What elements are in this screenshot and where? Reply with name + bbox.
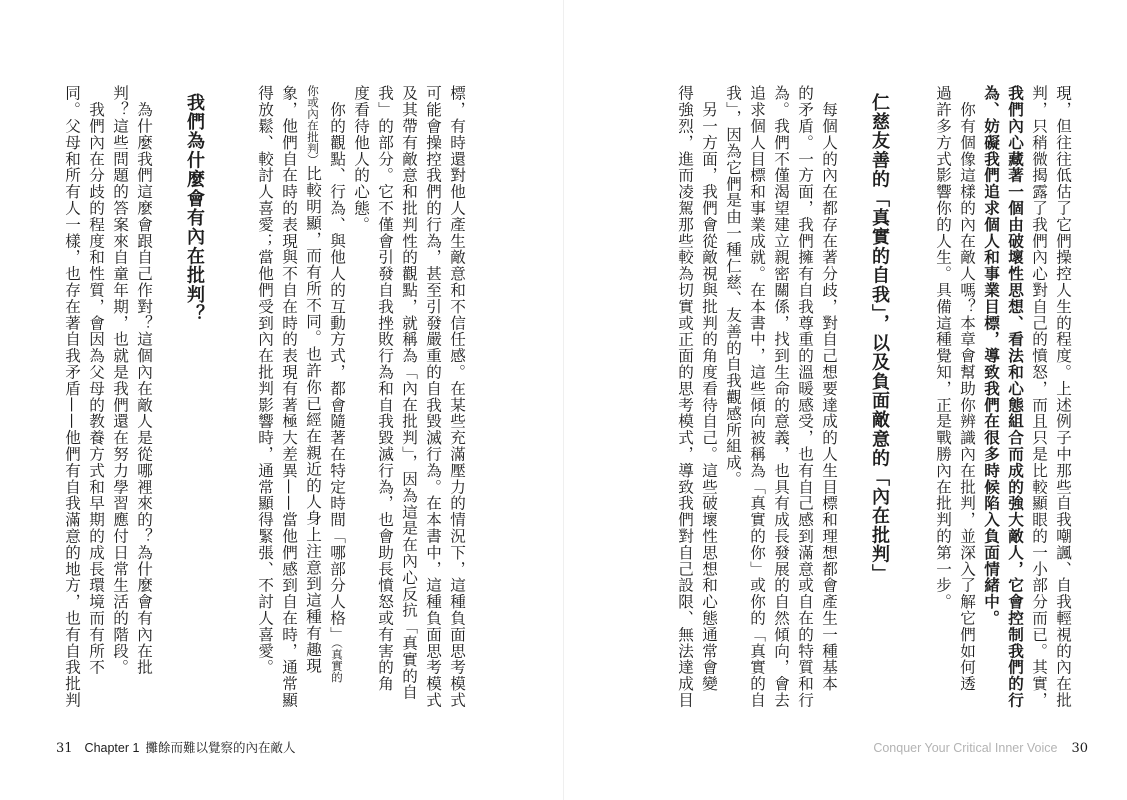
text-column: 標，有時還對他人產生敵意和不信任感。在某些充滿壓力的情況下，這種負面思考模式 (448, 85, 466, 709)
section-heading: 仁慈友善的「真實的自我」，以及負面敵意的「內在批判」 (869, 93, 890, 584)
parenthetical-note: 你或內在批判） (306, 85, 320, 166)
text-column: 為什麼我們這麼會跟自己作對？這個內在敵人是從哪裡來的？為什麼會有內在批 (135, 85, 153, 676)
chapter-title: 攤餘而難以覺察的內在敵人 (145, 740, 296, 755)
text-column: 我」的部分。它不僅會引發自我挫敗行為和自我毀滅行為，也會助長憤怒或有害的角 (376, 85, 394, 692)
section-heading: 我們為什麼會有內在批判？ (184, 93, 205, 324)
paragraph-text: 比較明顯，而有所不同。也許你已經在親近的人身上注意到這種有趣現 (304, 165, 322, 674)
paragraph-text: 你的觀點、行為、與他人的互動方式，都會隨著在特定時間「哪部分人格」 (328, 85, 346, 643)
text-column: 象，他們自在時的表現與不自在時的表現有著極大差異——當他們感到自在時，通常顯 (280, 85, 298, 709)
text-column: 度看待他人的心態。 (352, 85, 370, 233)
page-footer (56, 738, 295, 758)
text-column: 每個人的內在都存在著分歧，對自己想要達成的人生目標和理想都會產生一種基本 (820, 85, 838, 692)
text-column: 我們內在分歧的程度和性質，會因為父母的教養方式和早期的成長環境而有所不 (87, 85, 105, 676)
text-column: 過許多方式影響你的人生。具備這種覺知，正是戰勝內在批判的第一步。 (934, 85, 952, 610)
right-page (564, 0, 1127, 800)
text-column: 另一方面，我們會從敵視與批判的角度看待自己。這些破壞性思想和心態通常會變 (700, 85, 718, 692)
text-column: 判，只稍微揭露了我們內心對自己的憤怒，而且只是比較顯眼的一小部分而已。其實， (1030, 85, 1048, 709)
text-column: 得放鬆、較討人喜愛；當他們受到內在批判影響時，通常顯得緊張、不討人喜愛。 (256, 85, 274, 676)
text-column: 的矛盾。一方面，我們擁有自我尊重的溫暖感受，也有自己感到滿意或自在的特質和行 (796, 85, 814, 709)
text-column: 同。父母和所有人一樣，也存在著自我矛盾——他們有自我滿意的地方，也有自我批判 (63, 85, 81, 709)
text-column: 得強烈，進而凌駕那些較為切實或正面的思考模式，導致我們對自己設限、無法達成目 (676, 85, 694, 709)
page-footer (873, 738, 1088, 758)
text-column: 追求個人目標和事業成就。在本書中，這些傾向被稱為「真實的你」或你的「真實的自 (748, 85, 766, 709)
text-column: 判？這些問題的答案來自童年期，也就是我們還在努力學習應付日常生活的階段。 (111, 85, 129, 676)
page-number: 31 (56, 741, 73, 756)
emphasis-column: 為、妨礙我們追求個人和事業目標，導致我們在很多時候陷入負面情緒中。 (982, 85, 1000, 627)
text-column: 為。我們不僅渴望建立親密關係，找到生命的意義，也具有成長發展的自然傾向，會去 (772, 85, 790, 709)
page-number: 30 (1071, 741, 1088, 756)
text-column: 你有個像這樣的內在敵人嗎？本章會幫助你辨識內在批判，並深入了解它們如何透 (958, 85, 976, 692)
text-column (327, 85, 347, 765)
text-column (303, 85, 323, 765)
text-column: 現，但往往低估了它們操控人生的程度。上述例子中那些自我嘲諷、自我輕視的內在批 (1054, 85, 1072, 709)
parenthetical-note: （真實的 (330, 642, 344, 683)
book-title: Conquer Your Critical Inner Voice (873, 741, 1058, 755)
chapter-label: Chapter 1 (84, 741, 140, 755)
text-column: 及其帶有敵意和批判性的觀點，就稱為「內在批判」，因為這是在內心反抗「真實的自 (400, 85, 418, 701)
left-page (0, 0, 563, 800)
emphasis-column: 我們內心藏著一個由破壞性思想、看法和心態組合而成的強大敵人，它會控制我們的行 (1006, 85, 1024, 709)
text-column: 我」，因為它們是由一種仁慈、友善的自我觀感所組成。 (724, 85, 742, 488)
text-column: 可能會操控我們的行為，甚至引發嚴重的自我毀滅行為。在本書中，這種負面思考模式 (424, 85, 442, 709)
